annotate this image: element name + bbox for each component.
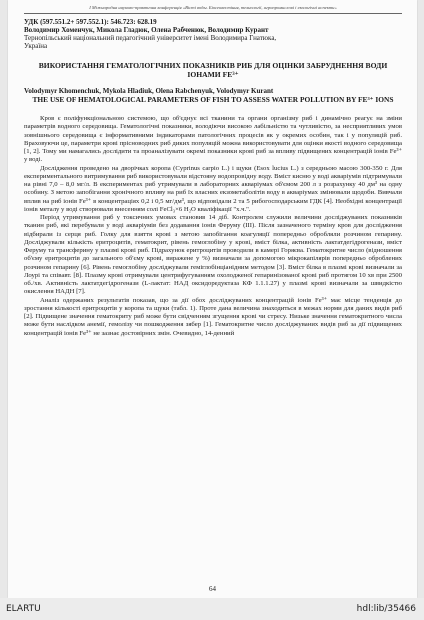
handle-identifier[interactable]: hdl:lib/35466 (356, 604, 416, 614)
viewer-footer (0, 598, 424, 620)
repository-label: ELARTU (6, 604, 41, 614)
body-paragraph: Дослідження проведено на дворічках коропа (Cyprinus carpio L.) і щуки (Esox lucius L.) з середньою масою 300-350 г. Для експериментального витримування риб використовували відстояну водопровідну воду. Вміст кисню у воді акваріумів підтримували на рівні 7,0 – 8,0 мг/л. В експериментах риб утримували в лабораторних акваріумах об'ємом 200 л з розрахунку 40 дм³ на одну особину. З метою запобігання хронічного впливу на риб їх власних екзометаболітів воду в акваріумах змінювали щодоби. Вивчали вплив на риб іонів Fe³⁺ в концентраціях 0,2 і 0,5 мг/дм³, що відповідали 2 та 5 рибогосподарським ГДК [4]. Необхідні концентрації іонів металу у воді створювали внесенням солі FeCl₃×6 H₂O кваліфікації "х.ч.". (24, 164, 402, 213)
running-header: І Міжнародна науково-практична конференція «Вісті воды. Біосеквестіння, технології, агропромислові і екологічні аспекти» (89, 5, 337, 10)
authors-ukrainian: Володимир Хоменчук, Микола Гладюк, Олена Рабченюк, Володимир Курант (24, 26, 269, 34)
body-paragraph: Кров є поліфункціональною системою, що об'єднує всі тканини та органи організму риб і динамічно реагує на зміни параметрів водного середовища. Гематологічні показники, володіючи високою лабільністю та чутливістю, за несприятливих умов зовнішнього середовища є інформативними індикаторами патологічних процесів як у окремих особин, так і у популяцій риб. Враховуючи це, параметри крові прісноводних риб диких популяцій можна використовувати для оцінки якості водного середовища [1, 2]. Тому ми намагались дослідити та проаналізувати окремі показники крові риб за впливу підвищених концентрацій іонів Fe³⁺ у воді. (24, 115, 402, 164)
udc-code: УДК (597.551.2+ 597.552.1): 546.723: 628.19 (24, 18, 157, 26)
affiliation-line-1: Тернопільський національний педагогічний університет імені Володимира Гнатюка, (24, 34, 277, 42)
header-divider (24, 13, 402, 14)
page-number: 64 (209, 585, 216, 593)
document-page (8, 0, 417, 598)
affiliation-line-2: Україна (24, 42, 48, 50)
title-english: THE USE OF HEMATOLOGICAL PARAMETERS OF FISH TO ASSESS WATER POLLUTION BY FE³⁺ IONS (32, 95, 394, 104)
title-ukrainian: ВИКОРИСТАННЯ ГЕМАТОЛОГІЧНИХ ПОКАЗНИКІВ РИБ ДЛЯ ОЦІНКИ ЗАБРУДНЕННЯ ВОДИ ІОНАМИ FE³⁺ (38, 61, 388, 79)
authors-english: Volodymyr Khomenchuk, Mykola Hladiuk, Olena Rabchenyuk, Volodymyr Kurant (24, 87, 274, 95)
article-content (24, 18, 402, 338)
article-body (24, 115, 402, 338)
body-paragraph: Період утримування риб у токсичних умовах становив 14 діб. Контролем служили величини досліджуваних показників тканин риб, які перебували у воді акваріумів без додавання іонів Феруму (ІІІ). Після зазначеного терміну кров для дослідження відбирали із серця риб. Голку для взяття крові з метою запобігання коагуляції попередньо обробляли розчином гепарину. Досліджували кількість еритроцитів, гематокрит, рівень гемоглобіну у крові, вміст білка, активність лактатдегідрогенази, вміст Феруму та трансферину у плазмі крові риб. Підрахунок еритроцитів проводили в камері Горяєва. Гематокритне число (відношення об'єму еритроцитів до загального об'єму крові, виражене у %) визначали за допомогою мікрокапілярів попередньо оброблених розчином гепарину [6]. Рівень гемоглобіну досліджували геміглобінціанідним методом [3]. Вміст білка в плазмі крові визначали за Лоурі та співавт. [8]. Плазму крові отримували центрифугуванням охолодженої гепаринізованої крові риб протягом 10 хв при 2500 об./хв. Активність лактатдегідрогенази (L-лактат: НАД оксидоредуктаза КФ 1.1.1.27) у плазмі крові визначали за швидкістю окислення НАДН [7]. (24, 214, 402, 296)
body-paragraph: Аналіз одержаних результатів показав, що за дії обох досліджуваних концентрацій іонів Fe³⁺ має місце тенденція до зростання кількості еритроцитів у коропа та щуки (табл. 1). Проте дана величина знаходиться в межах норми для даних видів риб [2]. Підвищене значення гематокриту риб може бути свідченням згущення крові чи стресу. Низьке значення гематокритного числа може бути наслідком анемії, гемолізу чи пошкодження зябер [1]. Гематокритне число досліджуваних видів риб за дії підвищених концентрацій іонів Fe³⁺ не зазнає достовірних змін. Очевидно, 14-денний (24, 296, 402, 337)
